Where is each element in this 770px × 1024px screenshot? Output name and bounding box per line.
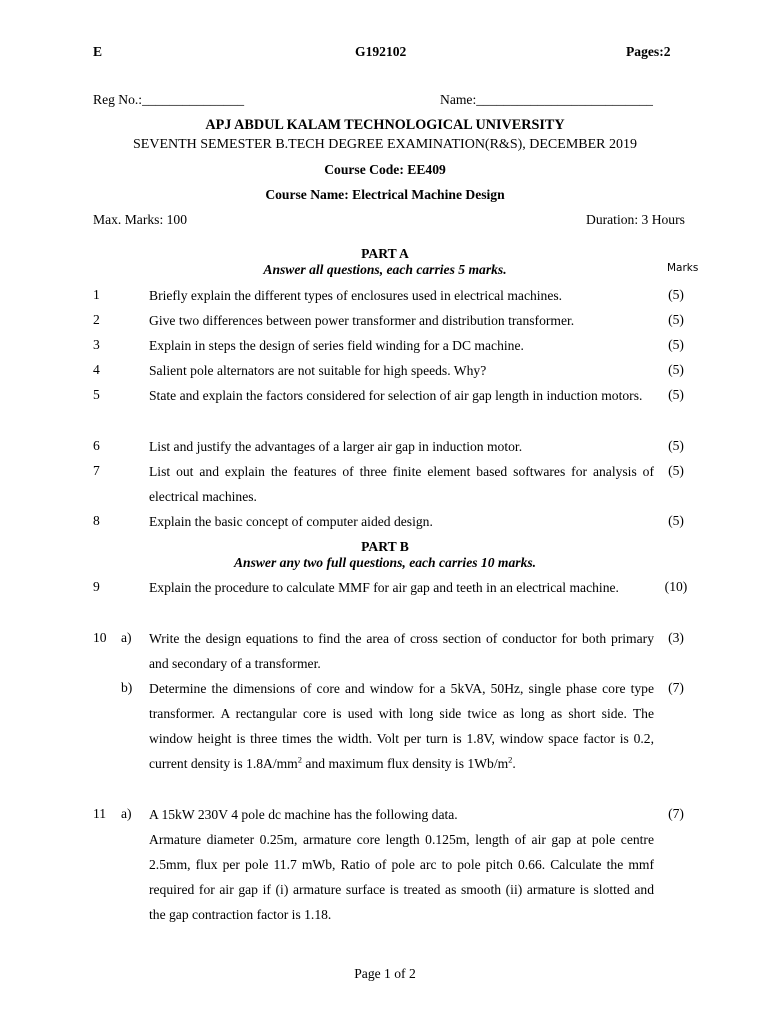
question-marks: (5) [668,463,684,478]
paper-code: G192102 [355,44,407,59]
question-text-end: . [512,756,516,771]
name-field: Name:__________________________ [440,92,653,107]
question-marks: (5) [668,438,684,453]
sub-question-label: a) [121,806,132,821]
question-number: 6 [93,438,100,453]
question-text: Briefly explain the different types of enclosures used in electrical machines. [149,288,563,303]
question-marks: (5) [668,312,684,327]
superscript: 2 [508,754,513,765]
question-number: 7 [93,463,100,478]
max-marks: Max. Marks: 100 [93,212,188,227]
question-text: List and justify the advantages of a larger air gap in induction motor. [149,439,523,454]
part-a-title: PART A [361,246,409,261]
question-marks: (10) [664,579,688,594]
university-title: APJ ABDUL KALAM TECHNOLOGICAL UNIVERSITY [205,117,565,133]
question-text: Explain the basic concept of computer aided design. [149,514,433,529]
question-text: Write the design equations to find the area of cross section of conductor for both primary and secondary of a transformer. [149,631,654,671]
page-footer: Page 1 of 2 [354,966,416,981]
question-marks: (3) [668,630,684,645]
sub-question-label: a) [121,630,132,645]
question-marks: (5) [668,287,684,302]
reg-no-field: Reg No.:_______________ [93,92,245,107]
superscript: 2 [297,754,303,765]
question-number: 1 [93,287,100,302]
question-number: 11 [93,806,107,821]
question-text: Give two differences between power transformer and distribution transformer. [149,313,575,328]
question-number: 3 [93,337,100,352]
question-text-mid: and maximum flux density is 1Wb/m [302,756,509,771]
exam-title: SEVENTH SEMESTER B.TECH DEGREE EXAMINATION(R&S), DECEMBER 2019 [133,137,637,152]
paper-set-letter: E [93,44,103,59]
question-text: Armature diameter 0.25m, armature core length 0.125m, length of air gap at pole centre 2.5mm, flux per pole 11.7 mWb, Ratio of pole arc to pole pitch 0.66. Calculate the mmf required for air gap if (i) armature surface is treated as smooth (ii) armature is slotted and the gap contraction factor is 1.18. [149,832,654,922]
question-marks: (7) [668,680,684,695]
course-code: Course Code: EE409 [324,162,446,177]
question-marks: (5) [668,337,684,352]
question-number: 4 [93,362,100,377]
question-number: 2 [93,312,100,327]
question-marks: (5) [668,513,684,528]
question-text [149,676,654,776]
question-marks: (5) [668,362,684,377]
question-number: 9 [93,579,100,594]
question-marks: (7) [668,806,684,821]
part-a-instruction: Answer all questions, each carries 5 marks. [263,262,507,277]
question-text: Explain the procedure to calculate MMF for air gap and teeth in an electrical machine. [149,580,619,595]
question-marks: (5) [668,387,684,402]
marks-column-header: Marks [667,262,699,274]
page-count: Pages:2 [626,44,671,59]
question-text-line1: A 15kW 230V 4 pole dc machine has the following data. [149,807,458,822]
question-number: 5 [93,387,100,402]
duration: Duration: 3 Hours [586,212,685,227]
question-number: 8 [93,513,100,528]
course-name: Course Name: Electrical Machine Design [265,187,505,202]
question-number: 10 [93,630,107,645]
sub-question-label: b) [121,680,133,695]
question-text: Salient pole alternators are not suitable for high speeds. Why? [149,363,487,378]
question-text: State and explain the factors considered for selection of air gap length in induction motors. [149,388,643,403]
question-text: Explain in steps the design of series field winding for a DC machine. [149,338,524,353]
question-text: List out and explain the features of three finite element based softwares for analysis of electrical machines. [149,464,654,504]
question-text-main: Determine the dimensions of core and window for a 5kVA, 50Hz, single phase core type transformer. A rectangular core is used with long side twice as long as short side. The window height is three times the width. Volt per turn is 1.8V, window space factor is 0.2, current density is 1.8A/mm [149,681,654,771]
part-b-instruction: Answer any two full questions, each carries 10 marks. [233,555,537,570]
part-b-title: PART B [361,539,409,554]
